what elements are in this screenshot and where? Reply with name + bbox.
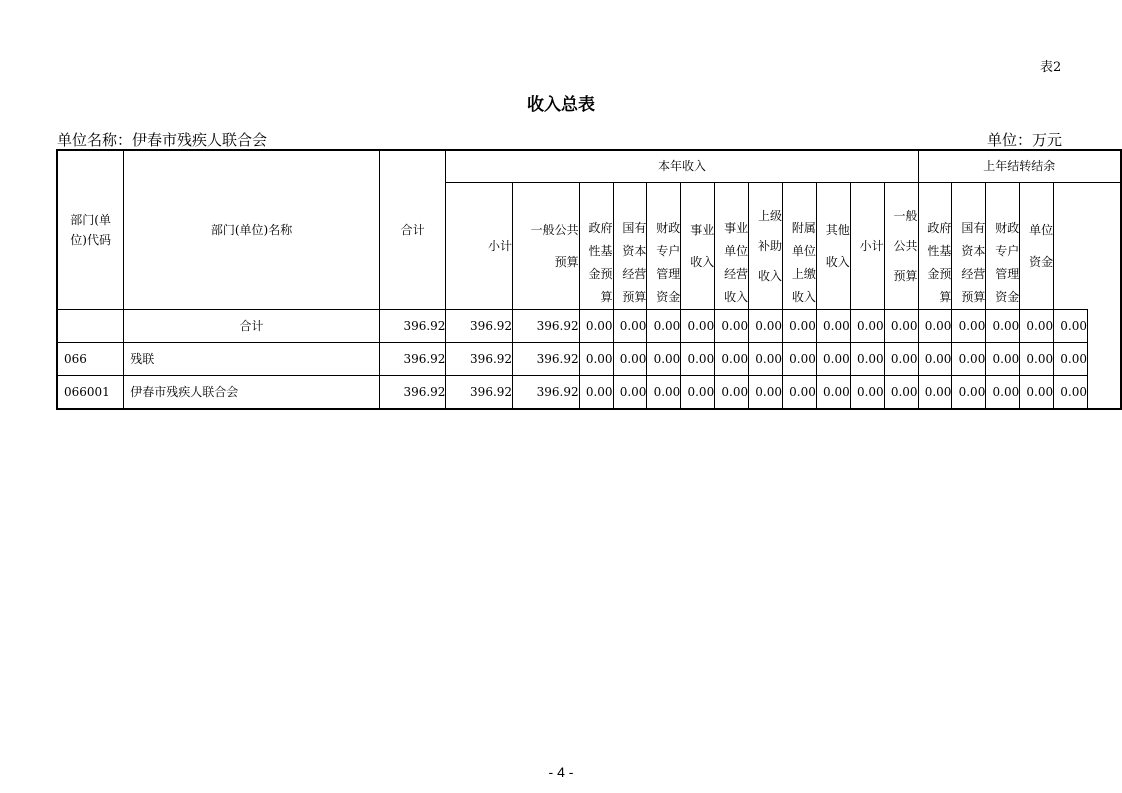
- cell-value: 0.00: [647, 309, 681, 342]
- cell-value: 396.92: [379, 342, 446, 375]
- cell-value: 0.00: [1020, 309, 1054, 342]
- cell-value: 0.00: [1054, 342, 1088, 375]
- row-code: [57, 309, 124, 342]
- cell-value: 0.00: [986, 342, 1020, 375]
- cell-value: 396.92: [379, 309, 446, 342]
- col-header-name: 部门(单位)名称: [124, 150, 380, 309]
- currency-unit: 单位：万元: [986, 131, 1062, 149]
- col-header-co-gov-fund: 政府 性基 金预 算: [918, 182, 952, 309]
- cell-value: 0.00: [884, 309, 918, 342]
- cell-value: 0.00: [952, 342, 986, 375]
- unit-name: 单位名称：伊春市残疾人联合会: [57, 131, 268, 149]
- table-row: [57, 342, 1121, 375]
- page-number: - 4 -: [548, 764, 574, 780]
- cell-value: 0.00: [579, 342, 613, 375]
- page-title: 收入总表: [527, 95, 595, 115]
- cell-value: 0.00: [647, 375, 681, 409]
- cell-value: 0.00: [715, 375, 749, 409]
- col-header-co-subtotal: 小计: [850, 182, 884, 309]
- cell-value: 0.00: [816, 375, 850, 409]
- cell-value: 0.00: [918, 309, 952, 342]
- row-code: 066: [57, 342, 124, 375]
- cell-value: 0.00: [579, 375, 613, 409]
- col-header-total: 合计: [379, 150, 446, 309]
- col-header-cy-gov-fund: 政府 性基 金预 算: [579, 182, 613, 309]
- col-header-co-general: 一般 公共 预算: [884, 182, 918, 309]
- row-name: 合计: [124, 309, 380, 342]
- cell-value: 0.00: [816, 342, 850, 375]
- cell-value: 0.00: [681, 309, 715, 342]
- col-header-cy-general: 一般公共 预算: [513, 182, 580, 309]
- cell-value: 0.00: [850, 309, 884, 342]
- table-row: [57, 309, 1121, 342]
- row-name: 残联: [124, 342, 380, 375]
- col-header-cy-state-capital: 国有 资本 经营 预算: [613, 182, 647, 309]
- cell-value: 396.92: [446, 309, 513, 342]
- cell-value: 0.00: [749, 342, 783, 375]
- cell-value: 0.00: [1054, 309, 1088, 342]
- cell-value: 0.00: [850, 342, 884, 375]
- cell-value: 0.00: [952, 309, 986, 342]
- cell-value: 0.00: [749, 375, 783, 409]
- cell-value: 0.00: [884, 342, 918, 375]
- col-header-cy-unit-operating: 事业 单位 经营 收入: [715, 182, 749, 309]
- cell-value: 396.92: [379, 375, 446, 409]
- cell-value: 0.00: [715, 309, 749, 342]
- cell-value: 0.00: [782, 375, 816, 409]
- cell-value: 0.00: [681, 342, 715, 375]
- cell-value: 0.00: [952, 375, 986, 409]
- income-summary-table: [56, 149, 1122, 410]
- cell-value: 0.00: [613, 375, 647, 409]
- cell-value: 0.00: [918, 342, 952, 375]
- cell-value: 396.92: [513, 309, 580, 342]
- cell-value: 0.00: [884, 375, 918, 409]
- col-header-cy-affiliated: 附属 单位 上缴 收入: [782, 182, 816, 309]
- col-header-cy-subtotal: 小计: [446, 182, 513, 309]
- table-number: 表2: [1040, 60, 1062, 75]
- cell-value: 0.00: [1020, 375, 1054, 409]
- cell-value: 0.00: [749, 309, 783, 342]
- col-header-co-unit-fund: 单位 资金: [1020, 182, 1054, 309]
- cell-value: 0.00: [986, 309, 1020, 342]
- cell-value: 0.00: [850, 375, 884, 409]
- cell-value: 396.92: [446, 375, 513, 409]
- cell-value: 0.00: [816, 309, 850, 342]
- cell-value: 0.00: [613, 342, 647, 375]
- table-row: [57, 375, 1121, 409]
- col-header-cy-other: 其他 收入: [816, 182, 850, 309]
- cell-value: 0.00: [1020, 342, 1054, 375]
- col-header-cy-subsidy: 上级 补助 收入: [749, 182, 783, 309]
- cell-value: 0.00: [579, 309, 613, 342]
- col-header-cy-special: 财政 专户 管理 资金: [647, 182, 681, 309]
- cell-value: 0.00: [782, 342, 816, 375]
- cell-value: 0.00: [647, 342, 681, 375]
- cell-value: 0.00: [986, 375, 1020, 409]
- col-header-co-state-capital: 国有 资本 经营 预算: [952, 182, 986, 309]
- cell-value: 0.00: [918, 375, 952, 409]
- cell-value: 0.00: [782, 309, 816, 342]
- col-header-co-special: 财政 专户 管理 资金: [986, 182, 1020, 309]
- col-header-cy-business: 事业 收入: [681, 182, 715, 309]
- row-name: 伊春市残疾人联合会: [124, 375, 380, 409]
- cell-value: 0.00: [715, 342, 749, 375]
- cell-value: 396.92: [446, 342, 513, 375]
- cell-value: 0.00: [1054, 375, 1088, 409]
- cell-value: 396.92: [513, 342, 580, 375]
- col-header-carryover: 上年结转结余: [918, 150, 1121, 182]
- cell-value: 0.00: [681, 375, 715, 409]
- row-code: 066001: [57, 375, 124, 409]
- col-header-code: 部门(单 位)代码: [57, 150, 124, 309]
- col-header-current-year: 本年收入: [446, 150, 918, 182]
- cell-value: 396.92: [513, 375, 580, 409]
- cell-value: 0.00: [613, 309, 647, 342]
